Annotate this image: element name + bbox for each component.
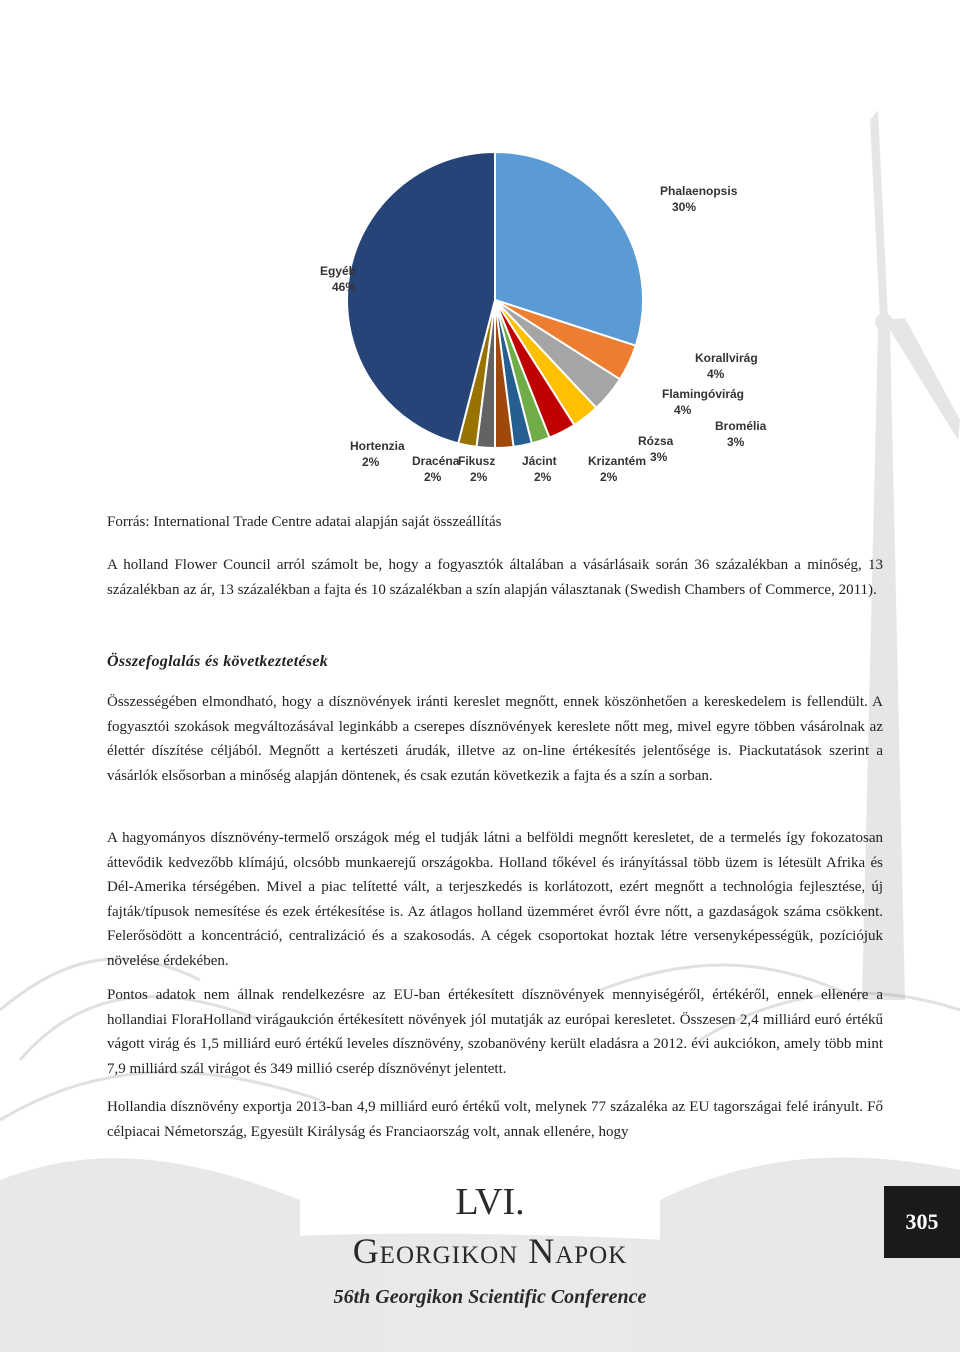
- paragraph-4: Pontos adatok nem állnak rendelkezésre az EU-ban értékesített dísznövények mennyiségéről, értékéről, ennek ellenére a hollandiai FloraHolland virágaukción értékesített növények jól mutatják az európai keresletet. Összesen 2,4 milliárd euró értékű vágott virág és 1,5 milliárd euró értékű leveles dísznövény, szobanövény került eladásra a 2012. évi aukciókon, amely több mint 7,9 milliárd szál virágot és 349 millió cserép dísznövényt jelentett.: [107, 987, 883, 1077]
- figure-source: Forrás: International Trade Centre adatai alapján saját összeállítás: [107, 514, 502, 530]
- pie-label-jácint: Jácint 2%: [522, 454, 557, 484]
- paragraph-5: Hollandia dísznövény exportja 2013-ban 4,9 milliárd euró értékű volt, melynek 77 százaléka az EU tagországai felé irányult. Fő célpiacai Németország, Egyesült Királyság és Franciaország volt, annak ellenére, hogy: [107, 1099, 883, 1140]
- pie-label-hortenzia: Hortenzia 2%: [350, 439, 405, 469]
- pie-label-flamingóvirág: Flamingóvirág 4%: [662, 387, 745, 417]
- section-heading: Összefoglalás és következtetések: [107, 653, 329, 670]
- pie-label-korallvirág: Korallvirág 4%: [695, 351, 758, 381]
- footer-subtitle: 56th Georgikon Scientific Conference: [333, 1286, 647, 1308]
- page-number: 305: [884, 1186, 960, 1258]
- pie-label-dracéna: Dracéna 2%: [412, 454, 460, 484]
- paragraph-1: A holland Flower Council arról számolt be, hogy a fogyasztók általában a vásárlásaik során 36 százalékban a minőség, 13 százalékban az ár, 13 százalékban a fajta és 10 százalékban a szín alapján választanak (Swedish Chambers of Commerce, 2011).: [107, 557, 883, 598]
- paragraph-3: A hagyományos dísznövény-termelő országok még el tudják látni a belföldi megnőtt keresletet, de a termelés így fokozatosan áttevődik kedvezőbb klímájú, olcsóbb munkaerejű országokba. Holland tőkével és irányítással több üzem is létesült Afrika és Dél-Amerika térségében. Mivel a piac telítetté vált, a terjeszkedés is korlátozott, ezért megnőtt a technológia fejlesztése, új fajták/típusok nemesítése és ezek értékesítése is. Az átlagos holland üzemméret évről évre nőtt, a gazdaságok száma csökkent. Felerősödött a koncentráció, centralizáció és a szakosodás. A cégek csoportokat hoztak létre versenyképességük, pozíciójuk növelése érdekében.: [107, 830, 883, 969]
- pie-label-krizantém: Krizantém 2%: [588, 454, 647, 484]
- paragraph-2: Összességében elmondható, hogy a dísznövények iránti kereslet megnőtt, ennek köszönhetően a kereskedelem is fellendült. A fogyasztói szokások megváltozásával leginkább a cserepes dísznövények kereslete nőtt meg, mivel egyre többen vásárolnak az élettér díszítése céljából. Megnőtt a kertészeti árudák, illetve az on-line értékesítés jelentősége is. Piackutatások szerint a vásárlók elsősorban a minőség alapján döntenek, és csak ezután következik a fajta és a szín a sorban.: [107, 694, 883, 784]
- pie-label-rózsa: Rózsa 3%: [638, 434, 674, 464]
- pie-label-fikusz: Fikusz 2%: [458, 454, 496, 484]
- pie-label-phalaenopsis: Phalaenopsis 30%: [660, 184, 738, 214]
- pie-label-bromélia: Bromélia 3%: [715, 419, 767, 449]
- footer-title: Georgikon Napok: [352, 1231, 628, 1271]
- pie-chart: [300, 100, 780, 510]
- pie-label-egyéb: Egyéb 46%: [320, 264, 357, 294]
- footer-edition: LVI.: [455, 1181, 525, 1223]
